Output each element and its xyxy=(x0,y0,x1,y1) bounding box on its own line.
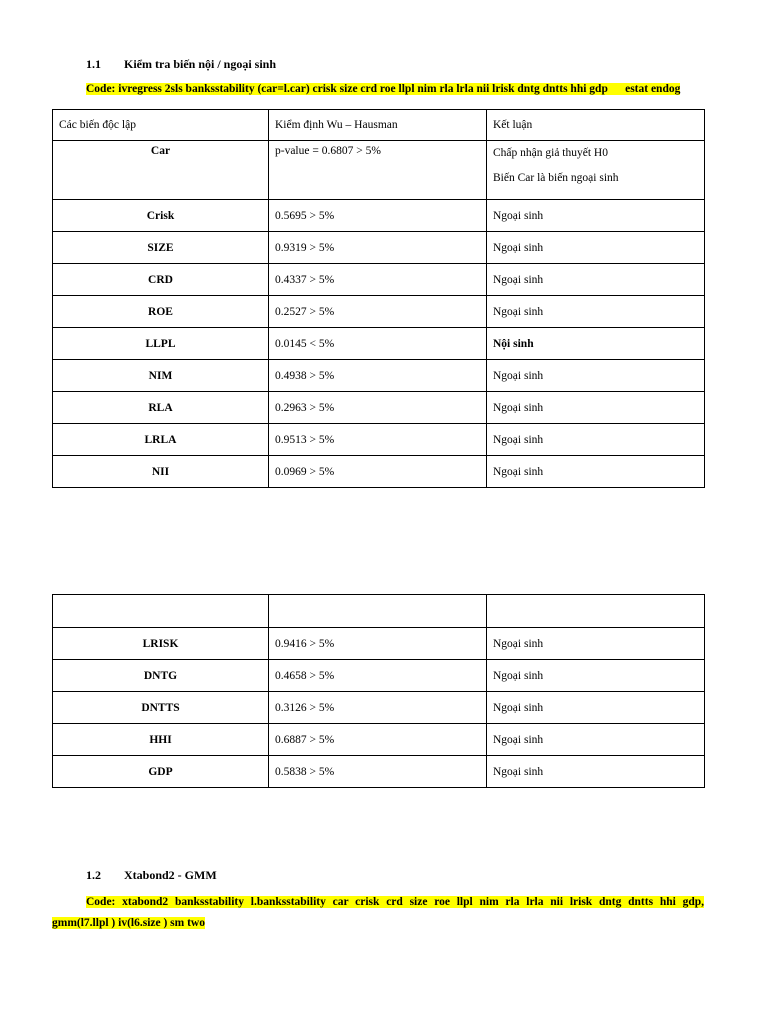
conclusion-cell: Ngoại sinh xyxy=(487,296,705,328)
code-line-xtabond2 xyxy=(86,893,704,912)
code-line-xtabond2-continued xyxy=(52,914,205,933)
conclusion-cell: Ngoại sinh xyxy=(487,724,705,756)
table-row xyxy=(53,264,705,296)
test-cell: 0.9513 > 5% xyxy=(269,424,487,456)
test-cell: 0.4337 > 5% xyxy=(269,264,487,296)
table-row xyxy=(53,424,705,456)
table-row xyxy=(53,756,705,788)
code-text-line-1: Code: xtabond2 banksstability l.banksstability car crisk crd size roe llpl nim rla lrla nii lrisk dntg dntts hhi gdp, xyxy=(86,896,704,908)
empty-cell xyxy=(53,595,269,628)
table-row xyxy=(53,692,705,724)
conclusion-cell: Ngoại sinh xyxy=(487,628,705,660)
conclusion-cell: Ngoại sinh xyxy=(487,360,705,392)
table-row xyxy=(53,392,705,424)
conclusion-cell xyxy=(487,141,705,200)
test-cell: 0.5695 > 5% xyxy=(269,200,487,232)
header-variables: Các biến độc lập xyxy=(53,110,269,141)
hausman-test-table xyxy=(52,109,705,488)
section-heading-1-1 xyxy=(86,57,276,72)
table-row xyxy=(53,660,705,692)
conclusion-cell: Ngoại sinh xyxy=(487,456,705,488)
test-cell: 0.4938 > 5% xyxy=(269,360,487,392)
variable-cell: HHI xyxy=(53,724,269,756)
header-conclusion: Kết luận xyxy=(487,110,705,141)
test-cell: 0.5838 > 5% xyxy=(269,756,487,788)
empty-header-row xyxy=(53,595,705,628)
conclusion-line-1: Chấp nhận giả thuyết H0 xyxy=(493,147,608,159)
conclusion-cell: Ngoại sinh xyxy=(487,424,705,456)
variable-cell: ROE xyxy=(53,296,269,328)
test-cell: 0.2527 > 5% xyxy=(269,296,487,328)
test-cell: p-value = 0.6807 > 5% xyxy=(269,141,487,200)
section-number: 1.2 xyxy=(86,868,101,882)
code-text: Code: ivregress 2sls banksstability (car=l.car) crisk size crd roe llpl nim rla lrla nii lrisk dntg dntts hhi gdp estat endog xyxy=(86,83,681,95)
conclusion-cell: Ngoại sinh xyxy=(487,392,705,424)
section-title: Kiểm tra biến nội / ngoại sinh xyxy=(124,57,277,71)
table-row xyxy=(53,141,705,200)
conclusion-cell: Ngoại sinh xyxy=(487,756,705,788)
variable-cell: DNTTS xyxy=(53,692,269,724)
table-row xyxy=(53,360,705,392)
variable-cell: Crisk xyxy=(53,200,269,232)
table-row xyxy=(53,456,705,488)
conclusion-cell: Ngoại sinh xyxy=(487,232,705,264)
variable-cell: LRLA xyxy=(53,424,269,456)
variable-cell: NIM xyxy=(53,360,269,392)
variable-cell: Car xyxy=(53,141,269,200)
header-test: Kiểm định Wu – Hausman xyxy=(269,110,487,141)
code-line-ivregress xyxy=(86,80,680,99)
test-cell: 0.0969 > 5% xyxy=(269,456,487,488)
section-number: 1.1 xyxy=(86,57,101,71)
variable-cell: RLA xyxy=(53,392,269,424)
variable-cell: LRISK xyxy=(53,628,269,660)
code-text-line-2: gmm(l7.llpl ) iv(l6.size ) sm two xyxy=(52,917,205,929)
table-row xyxy=(53,628,705,660)
conclusion-cell: Ngoại sinh xyxy=(487,692,705,724)
empty-cell xyxy=(487,595,705,628)
variable-cell: GDP xyxy=(53,756,269,788)
conclusion-cell: Ngoại sinh xyxy=(487,660,705,692)
test-cell: 0.3126 > 5% xyxy=(269,692,487,724)
table-row xyxy=(53,232,705,264)
variable-cell: DNTG xyxy=(53,660,269,692)
test-cell: 0.0145 < 5% xyxy=(269,328,487,360)
conclusion-cell: Nội sinh xyxy=(487,328,705,360)
conclusion-cell: Ngoại sinh xyxy=(487,200,705,232)
hausman-test-table-continued xyxy=(52,594,705,788)
test-cell: 0.4658 > 5% xyxy=(269,660,487,692)
section-heading-1-2 xyxy=(86,868,217,883)
conclusion-cell: Ngoại sinh xyxy=(487,264,705,296)
table-header-row xyxy=(53,110,705,141)
test-cell: 0.6887 > 5% xyxy=(269,724,487,756)
conclusion-line-2: Biến Car là biến ngoại sinh xyxy=(493,172,619,184)
test-cell: 0.9319 > 5% xyxy=(269,232,487,264)
table-row xyxy=(53,724,705,756)
test-cell: 0.2963 > 5% xyxy=(269,392,487,424)
test-cell: 0.9416 > 5% xyxy=(269,628,487,660)
table-row xyxy=(53,328,705,360)
variable-cell: CRD xyxy=(53,264,269,296)
table-row xyxy=(53,296,705,328)
variable-cell: SIZE xyxy=(53,232,269,264)
table-row xyxy=(53,200,705,232)
empty-cell xyxy=(269,595,487,628)
variable-cell: NII xyxy=(53,456,269,488)
section-title: Xtabond2 - GMM xyxy=(124,868,217,882)
variable-cell: LLPL xyxy=(53,328,269,360)
